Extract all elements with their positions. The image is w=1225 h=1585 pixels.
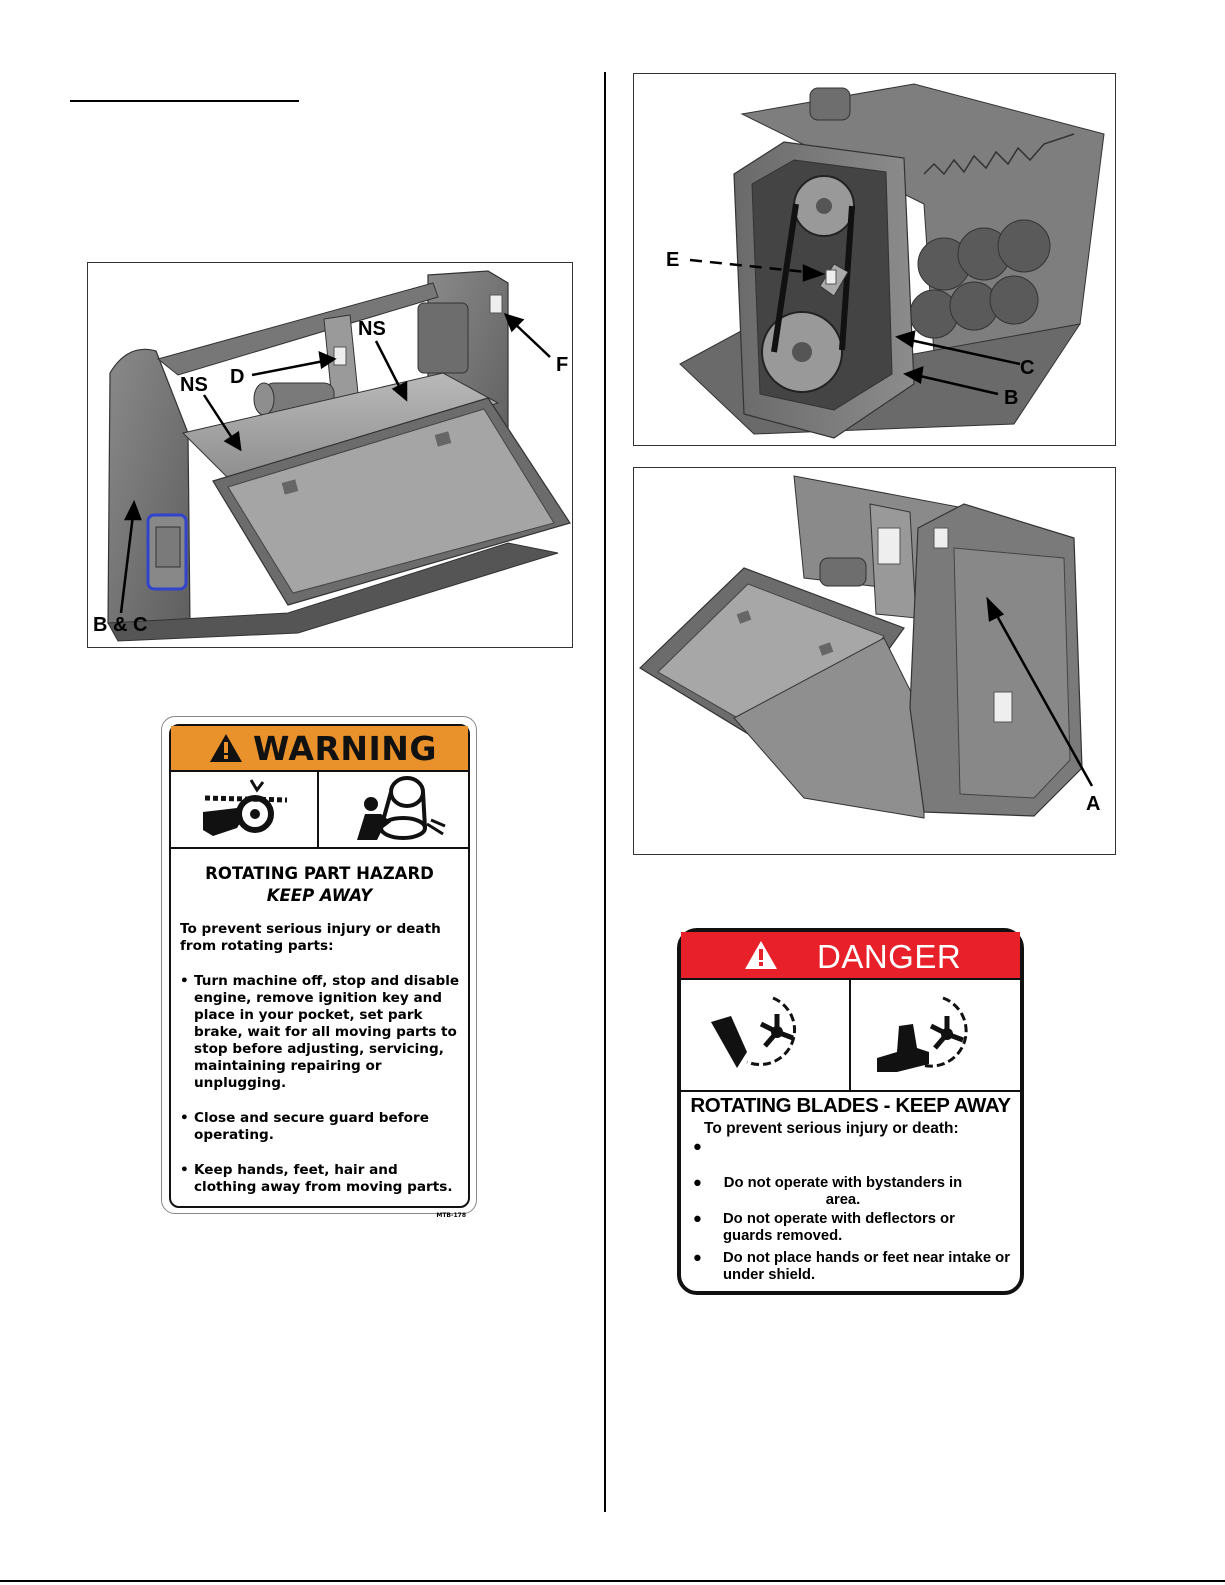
warning-decal <box>161 716 477 1219</box>
figure-end-view <box>633 467 1116 855</box>
figure-front-view <box>87 262 573 648</box>
bullet-dot: ● <box>693 1139 702 1155</box>
figure-belt-drive-view <box>633 73 1116 446</box>
section-heading-underline <box>70 100 299 102</box>
bullet-dot: ● <box>693 1211 702 1227</box>
danger-signal-word: DANGER <box>817 938 962 975</box>
warning-bullet-list <box>180 973 462 1196</box>
machine-side-illustration <box>634 74 1115 445</box>
warning-decal-border <box>169 724 470 1219</box>
danger-pictogram-row <box>681 980 1020 1092</box>
callout-f: F <box>556 354 569 376</box>
callout-ns-left: NS <box>180 374 208 396</box>
danger-bullet-text: Do not operate with deflectors or guards removed. <box>723 1211 955 1244</box>
danger-decal <box>677 928 1024 1295</box>
danger-intro: To prevent serious injury or death: <box>704 1120 959 1137</box>
danger-header <box>681 932 1020 980</box>
danger-bullet-text: Do not operate with bystanders in area. <box>723 1175 963 1208</box>
warning-decal-code: MTB-178 <box>436 1212 466 1219</box>
callout-a: A <box>1086 793 1101 815</box>
warning-hazard-title: ROTATING PART HAZARD <box>205 864 434 883</box>
warning-bullet: • Turn machine off, stop and disable engine, remove ignition key and place in your pocket, set park brake, wait for all moving parts to stop before adjusting, servicing, maintaining repairing or unplugging. <box>180 973 462 1092</box>
warning-triangle-icon <box>209 732 243 764</box>
warning-body <box>180 921 462 1214</box>
danger-triangle-icon <box>743 939 779 971</box>
bullet-dot: ● <box>693 1250 702 1266</box>
machine-end-illustration <box>634 468 1115 854</box>
danger-bullet-text: Do not place hands or feet near intake or under shield. <box>723 1250 1010 1283</box>
callout-ns-right: NS <box>358 318 386 340</box>
danger-icon-divider <box>849 980 851 1090</box>
column-divider <box>604 72 606 1512</box>
callout-b-and-c: B & C <box>93 614 148 636</box>
warning-intro: To prevent serious injury or death from rotating parts: <box>180 921 441 954</box>
callout-b: B <box>1004 387 1019 409</box>
belt-entanglement-icon <box>351 774 451 844</box>
warning-pictogram-row <box>171 772 468 849</box>
callout-d: D <box>230 366 245 388</box>
warning-bullet: • Keep hands, feet, hair and clothing away from moving parts. <box>180 1162 462 1196</box>
rotating-blade-hand-icon <box>707 992 817 1078</box>
entanglement-chain-icon <box>197 778 291 842</box>
rotating-blade-foot-icon <box>873 992 993 1078</box>
callout-e: E <box>666 249 680 271</box>
warning-signal-word: WARNING <box>253 729 437 768</box>
warning-header <box>171 726 468 772</box>
machine-front-illustration <box>88 263 572 647</box>
danger-title: ROTATING BLADES - KEEP AWAY <box>690 1094 1011 1117</box>
warning-bullet: • Close and secure guard before operating. <box>180 1110 462 1144</box>
callout-c: C <box>1020 357 1035 379</box>
bullet-dot: ● <box>693 1175 702 1191</box>
footer-rule <box>0 1580 1225 1582</box>
warning-hazard-subtitle: KEEP AWAY <box>266 886 373 905</box>
warning-icon-divider <box>317 772 319 847</box>
